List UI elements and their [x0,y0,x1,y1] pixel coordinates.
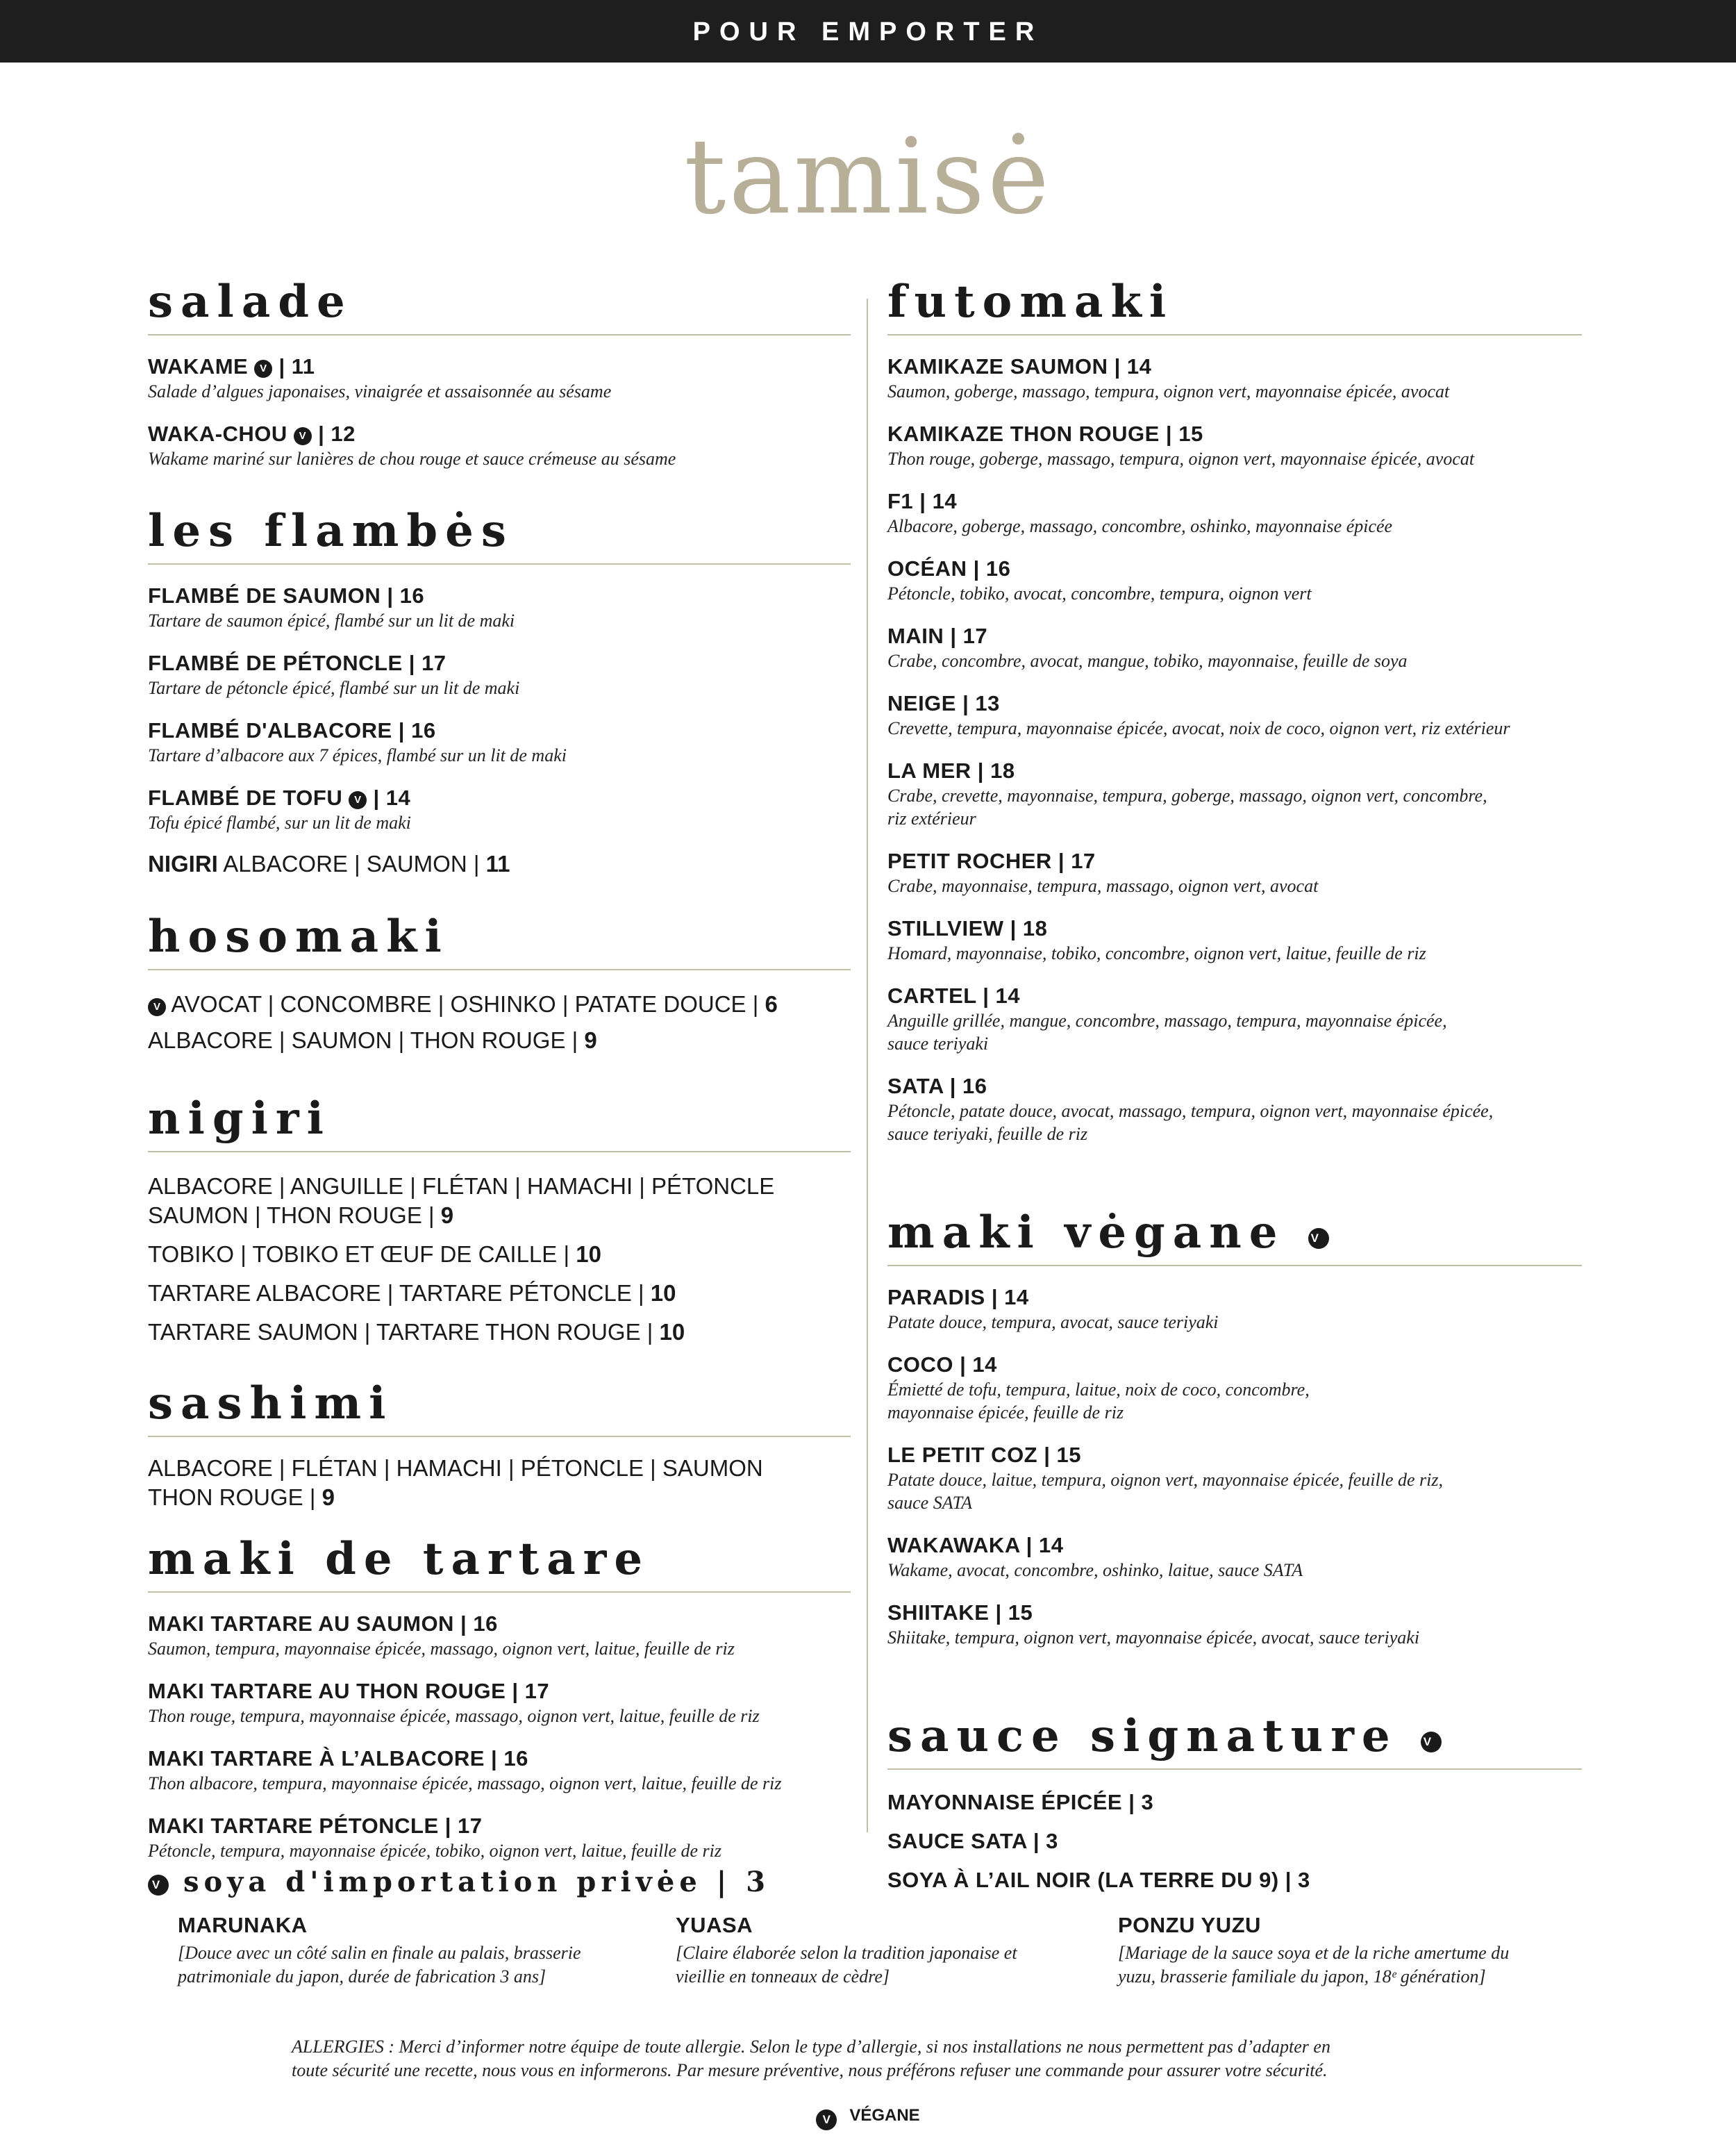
vegan-legend [0,2105,1736,2130]
list-line: ALBACORE | ANGUILLE | FLÉTAN | HAMACHI | PÉTONCLE [148,1173,775,1199]
menu-item [148,785,851,834]
menu-item [887,1073,1582,1145]
vegan-icon: V [294,427,312,445]
section-title: maki de tartare [148,1533,651,1585]
item-desc: vieillie en tonneaux de cèdre] [676,1966,890,1987]
item-desc: Thon rouge, goberge, massago, tempura, oignon vert, mayonnaise épicée, avocat [887,449,1475,469]
section-sashimi [148,1376,851,1512]
section-hosomaki [148,909,851,1055]
section-nigiri [148,1091,851,1347]
item-name: YUASA [676,1913,753,1937]
item-desc: sauce teriyaki, feuille de riz [887,1124,1088,1144]
section-rule [887,334,1582,335]
item-name: WAKAME V | 11 [148,354,315,379]
menu-item [887,556,1582,605]
section-rule [148,1151,851,1152]
section-title: hosomaki [148,911,449,963]
item-name: MARUNAKA [178,1913,308,1937]
item-name: LA MER | 18 [887,758,1015,783]
item-desc: Albacore, goberge, massago, concombre, oshinko, mayonnaise épicée [887,516,1393,536]
item-name: WAKAWAKA | 14 [887,1533,1064,1557]
section-maki-tartare [148,1532,851,1862]
section-maki-vegane [887,1205,1582,1649]
list-line: SAUMON | THON ROUGE | 9 [148,1202,454,1228]
section-title: sashimi [148,1377,394,1429]
section-rule [148,969,851,970]
menu-item [887,848,1582,897]
column-divider [867,299,868,1832]
item-desc: Crevette, tempura, mayonnaise épicée, avocat, noix de coco, oignon vert, riz extérieur [887,718,1510,738]
item-name: F1 | 14 [887,489,958,513]
item-name: MAKI TARTARE À L’ALBACORE | 16 [148,1746,528,1771]
item-desc: Patate douce, tempura, avocat, sauce teriyaki [887,1312,1219,1332]
soya-item [178,1912,650,1989]
menu-item [148,650,851,699]
section-title: sauce signature V [887,1709,1582,1764]
item-name: OCÉAN | 16 [887,556,1011,581]
menu-item [887,1532,1582,1582]
item-name: FLAMBÉ DE TOFU V | 14 [148,786,411,810]
item-name: MAIN | 17 [887,624,988,648]
item-desc: patrimoniale du japon, durée de fabrication 3 ans] [178,1966,546,1987]
vegan-icon: V [1308,1228,1329,1249]
item-desc: Anguille grillée, mangue, concombre, massago, tempura, mayonnaise épicée, [887,1011,1447,1031]
right-column [887,274,1582,1893]
item-desc: Crabe, crevette, mayonnaise, tempura, goberge, massago, oignon vert, concombre, [887,786,1487,806]
menu-item [887,1284,1582,1334]
item-desc: Tartare de pétoncle épicé, flambé sur un lit de maki [148,678,520,698]
section-rule [148,334,851,335]
list-line: V AVOCAT | CONCOMBRE | OSHINKO | PATATE DOUCE | 6 [148,990,851,1019]
vegan-icon: V [1421,1732,1442,1752]
section-title: V soya d'importation privėe | 3 [148,1865,1606,1900]
menu-item [887,690,1582,740]
item-name: LE PETIT COZ | 15 [887,1443,1081,1467]
menu-item [887,488,1582,538]
item-desc: Shiitake, tempura, oignon vert, mayonnaise épicée, avocat, sauce teriyaki [887,1627,1420,1648]
item-desc: Pétoncle, tempura, mayonnaise épicée, tobiko, oignon vert, laitue, feuille de riz [148,1841,722,1861]
vegan-icon: V [148,1875,169,1896]
brand-logo: tamisė [684,117,1052,238]
item-name: MAKI TARTARE AU THON ROUGE | 17 [148,1679,550,1703]
soya-item [676,1912,1148,1989]
item-desc: Thon albacore, tempura, mayonnaise épicée, massago, oignon vert, laitue, feuille de riz [148,1773,782,1793]
top-banner [0,0,1736,63]
section-soya [148,1865,1606,2002]
item-desc: Salade d’algues japonaises, vinaigrée et assaisonnée au sésame [148,381,612,401]
sauce-item: SAUCE SATA | 3 [887,1829,1058,1853]
item-name: PONZU YUZU [1118,1913,1261,1937]
item-desc: Tartare d’albacore aux 7 épices, flambé sur un lit de maki [148,745,567,765]
section-title: les flambės [148,505,514,557]
list-line: THON ROUGE | 9 [148,1484,335,1510]
item-name: NEIGE | 13 [887,691,1000,715]
section-rule [887,1768,1582,1770]
menu-item [887,1600,1582,1649]
section-futomaki [887,274,1582,1145]
item-desc: Émietté de tofu, tempura, laitue, noix de coco, concombre, [887,1379,1310,1400]
sauce-item: MAYONNAISE ÉPICÉE | 3 [887,1790,1154,1814]
menu-item [148,1813,851,1862]
vegan-icon: V [254,360,272,378]
item-desc: Wakame mariné sur lanières de chou rouge et sauce crémeuse au sésame [148,449,676,469]
menu-item [887,758,1582,830]
soya-items [148,1912,1606,2002]
item-name: SATA | 16 [887,1074,987,1098]
item-desc: Tartare de saumon épicé, flambé sur un lit de maki [148,611,515,631]
item-desc: Crabe, concombre, avocat, mangue, tobiko, mayonnaise, feuille de soya [887,651,1408,671]
list-line: TOBIKO | TOBIKO ET ŒUF DE CAILLE | 10 [148,1241,601,1267]
item-name: FLAMBÉ DE PÉTONCLE | 17 [148,651,446,675]
menu-item [887,1352,1582,1424]
list-line: TARTARE ALBACORE | TARTARE PÉTONCLE | 10 [148,1280,676,1306]
menu-item [148,583,851,632]
item-desc: Saumon, goberge, massago, tempura, oignon vert, mayonnaise épicée, avocat [887,381,1450,401]
menu-item [148,718,851,767]
menu-item [887,983,1582,1055]
allergies-line: toute sécurité une recette, nous vous en informerons. Par mesure préventive, nous préférons refuser une commande pour assurer votre sécurité. [292,2060,1328,2080]
vegan-icon: V [816,2109,837,2130]
item-desc: Saumon, tempura, mayonnaise épicée, massago, oignon vert, laitue, feuille de riz [148,1639,735,1659]
section-salade [148,274,851,470]
menu-item [148,354,851,403]
item-name: KAMIKAZE SAUMON | 14 [887,354,1152,379]
item-name: MAKI TARTARE PÉTONCLE | 17 [148,1814,483,1838]
allergies-line: ALLERGIES : Merci d’informer notre équipe de toute allergie. Selon le type d’allergie, si nos installations ne nous permettent pas d’adapter en [292,2037,1330,2057]
item-name: COCO | 14 [887,1352,997,1377]
section-rule [887,1265,1582,1266]
item-desc: Patate douce, laitue, tempura, oignon vert, mayonnaise épicée, feuille de riz, [887,1470,1444,1490]
item-name: WAKA-CHOU V | 12 [148,422,356,446]
section-rule [148,563,851,565]
section-title: salade [148,276,353,328]
menu-item [887,421,1582,470]
item-desc: sauce teriyaki [887,1034,989,1054]
item-desc: Thon rouge, tempura, mayonnaise épicée, massago, oignon vert, laitue, feuille de riz [148,1706,760,1726]
menu-item [887,1442,1582,1514]
item-name: STILLVIEW | 18 [887,916,1048,940]
item-name: SHIITAKE | 15 [887,1600,1033,1625]
menu-item [148,1745,851,1795]
item-name: FLAMBÉ DE SAUMON | 16 [148,583,425,608]
item-desc: riz extérieur [887,808,976,829]
item-desc: Wakame, avocat, concombre, oshinko, laitue, sauce SATA [887,1560,1303,1580]
item-desc: [Claire élaborée selon la tradition japonaise et [676,1943,1017,1963]
sauce-item: SOYA À L’AIL NOIR (LA TERRE DU 9) | 3 [887,1868,1310,1892]
item-name: FLAMBÉ D'ALBACORE | 16 [148,718,436,743]
item-desc: Pétoncle, patate douce, avocat, massago, tempura, oignon vert, mayonnaise épicée, [887,1101,1494,1121]
allergies-notice [292,2035,1472,2082]
menu-item [887,354,1582,403]
item-name: MAKI TARTARE AU SAUMON | 16 [148,1611,498,1636]
item-desc: Homard, mayonnaise, tobiko, concombre, oignon vert, laitue, feuille de riz [887,943,1426,963]
list-line: ALBACORE | SAUMON | THON ROUGE | 9 [148,1027,597,1053]
item-name: PARADIS | 14 [887,1285,1029,1309]
menu-item [148,421,851,470]
section-flambes [148,504,851,879]
left-column [148,274,851,1862]
item-name: KAMIKAZE THON ROUGE | 15 [887,422,1203,446]
item-desc: sauce SATA [887,1493,973,1513]
menu-item [148,1678,851,1727]
section-rule [148,1436,851,1437]
nigiri-line: NIGIRI ALBACORE | SAUMON | 11 [148,851,510,877]
item-desc: Tofu épicé flambé, sur un lit de maki [148,813,411,833]
item-desc: mayonnaise épicée, feuille de riz [887,1402,1124,1423]
vegan-icon: V [148,998,166,1016]
item-desc: yuzu, brasserie familiale du japon, 18ᵉ génération] [1118,1966,1486,1987]
list-line: TARTARE SAUMON | TARTARE THON ROUGE | 10 [148,1319,685,1345]
legend-label: VÉGANE [849,2106,920,2125]
menu-item [148,1611,851,1660]
item-desc: Pétoncle, tobiko, avocat, concombre, tempura, oignon vert [887,583,1312,604]
list-line: ALBACORE | FLÉTAN | HAMACHI | PÉTONCLE | SAUMON [148,1455,763,1481]
vegan-icon: V [349,791,367,809]
section-title: maki vėgane V [887,1205,1582,1261]
item-desc: [Douce avec un côté salin en finale au palais, brasserie [178,1943,581,1963]
section-rule [148,1591,851,1593]
item-desc: Crabe, mayonnaise, tempura, massago, oignon vert, avocat [887,876,1319,896]
soya-item [1118,1912,1590,1989]
section-title: nigiri [148,1093,331,1145]
item-name: CARTEL | 14 [887,984,1021,1008]
section-title: futomaki [887,276,1174,328]
menu-item [887,915,1582,965]
item-desc: [Mariage de la sauce soya et de la riche amertume du [1118,1943,1510,1963]
banner-text: POUR EMPORTER [692,17,1044,47]
menu-item [887,623,1582,672]
item-name: PETIT ROCHER | 17 [887,849,1096,873]
